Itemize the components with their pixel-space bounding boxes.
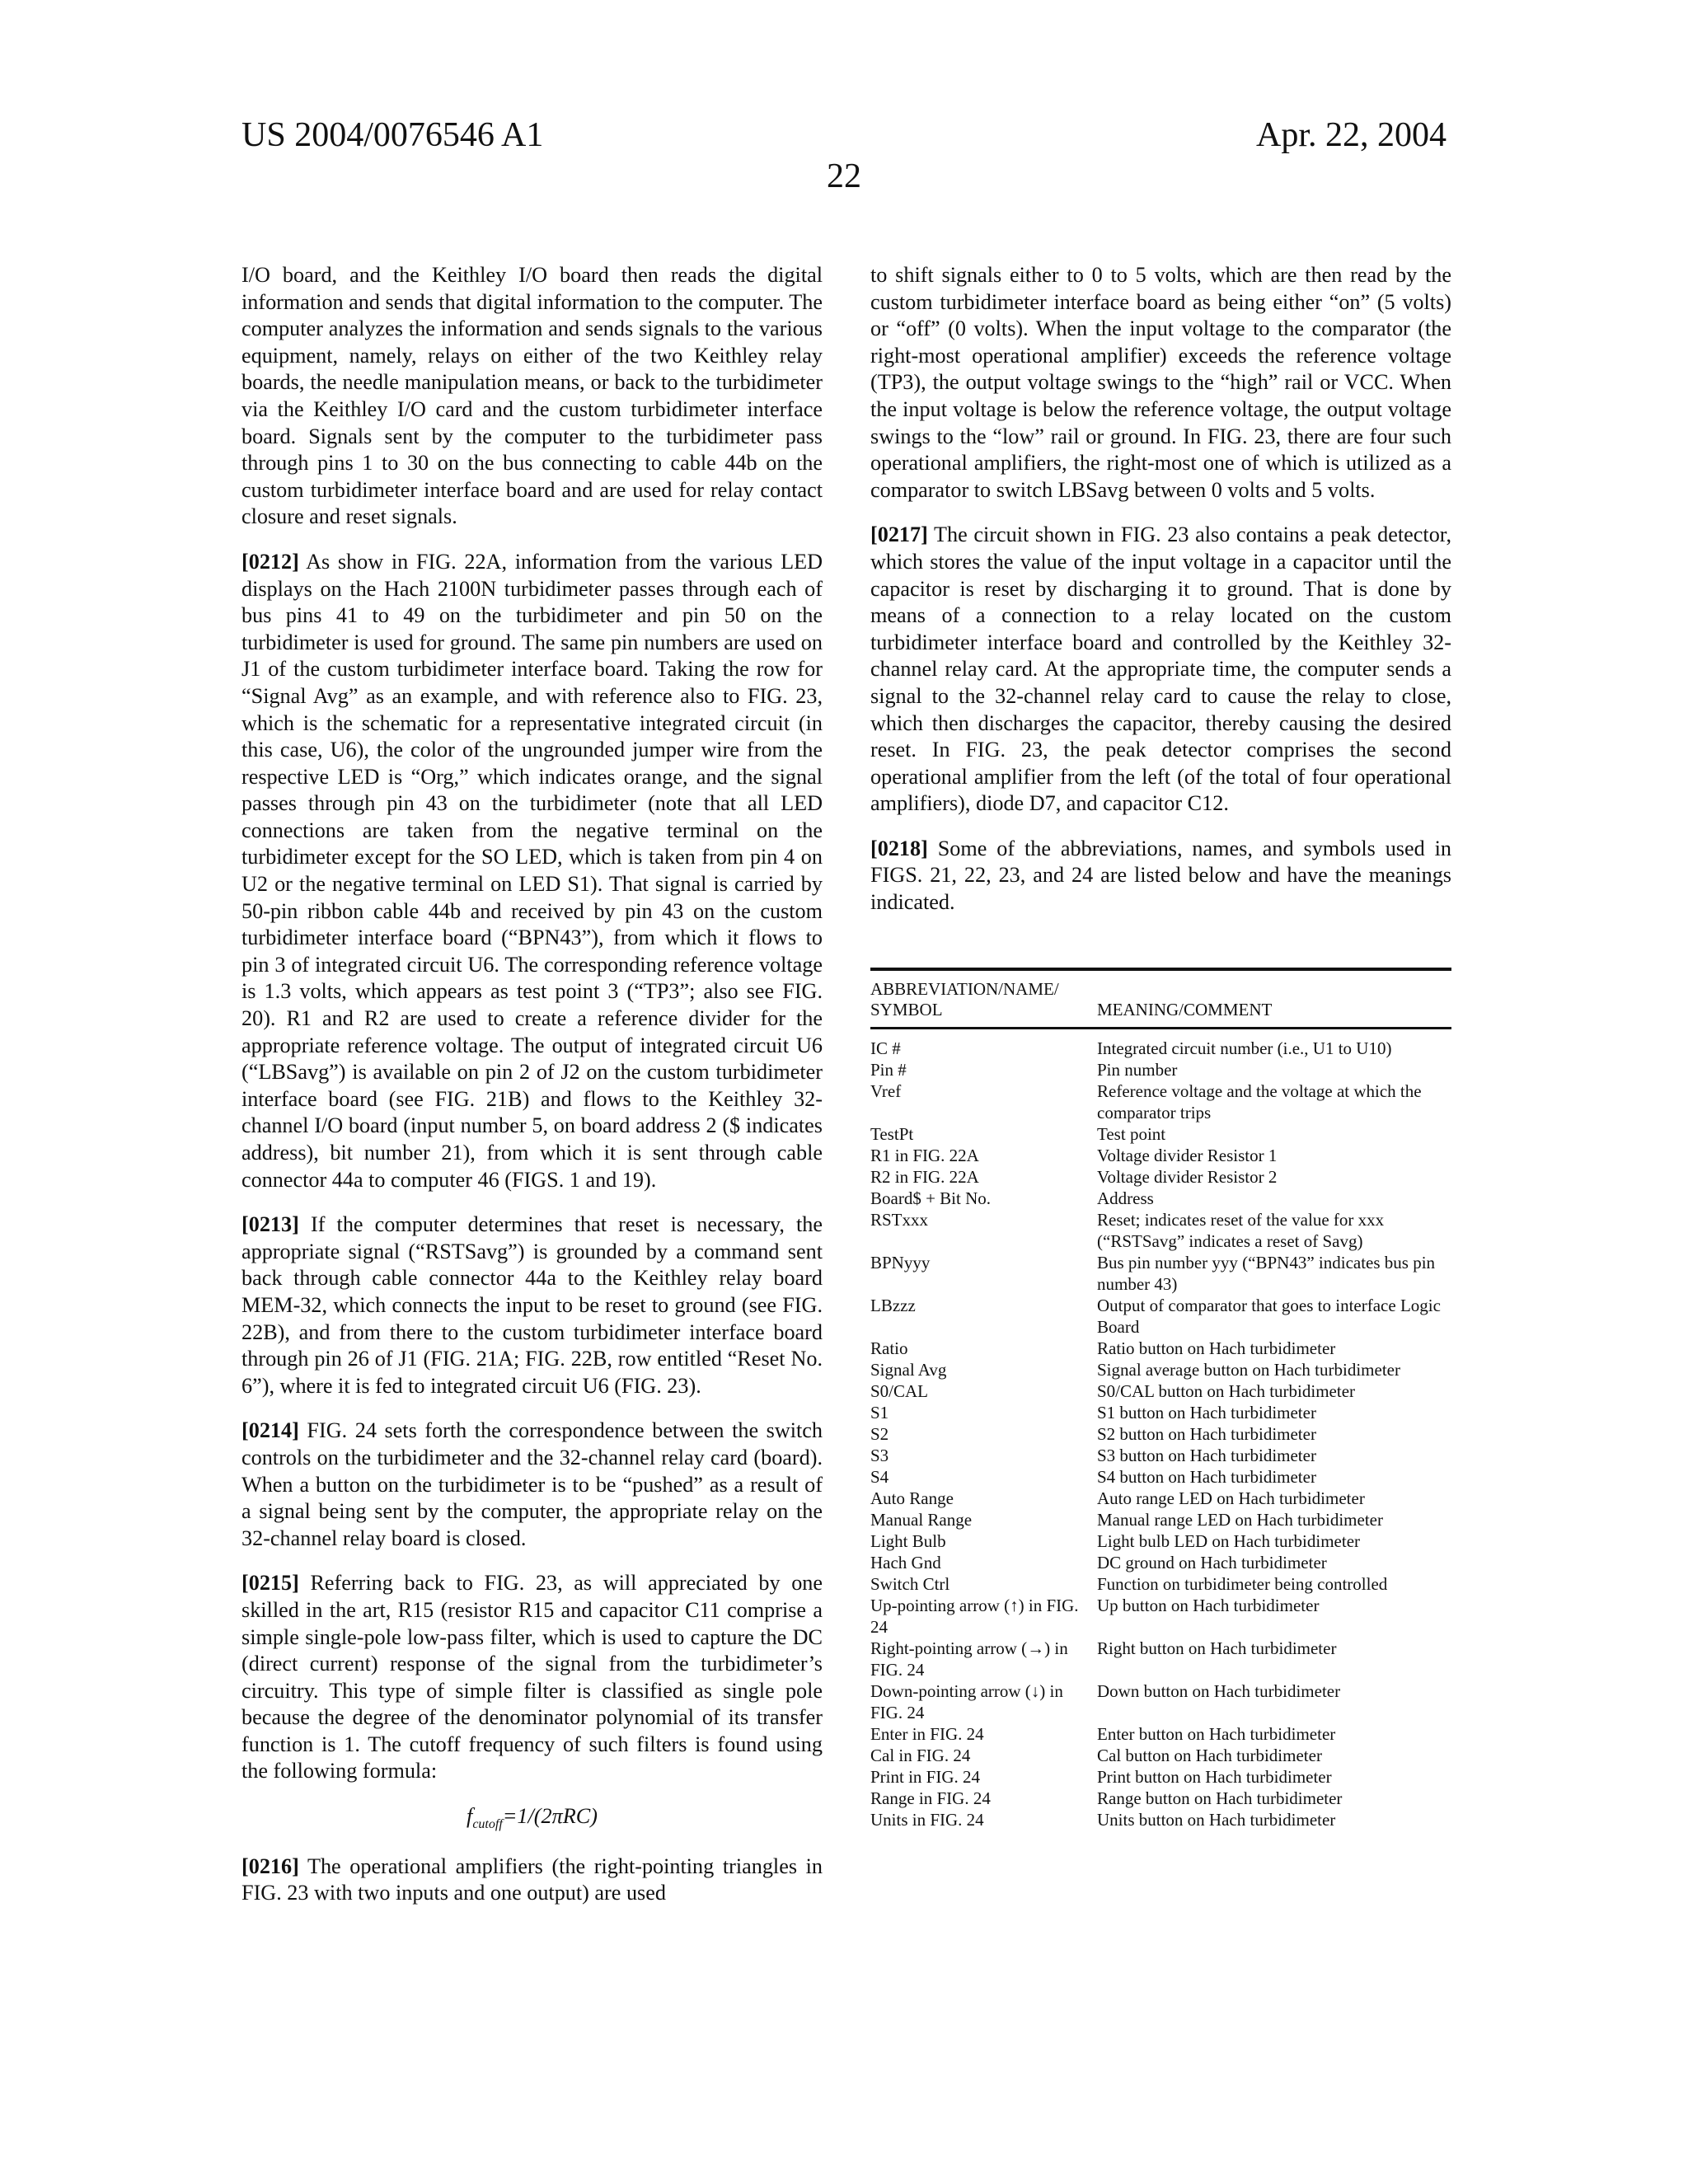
table-row xyxy=(870,1423,1451,1445)
meaning-cell: Output of comparator that goes to interface Logic Board xyxy=(1097,1295,1441,1337)
paragraph-0212 xyxy=(241,549,823,1193)
paragraph-continuation: to shift signals either to 0 to 5 volts, which are then read by the custom turbidimeter interface board as being either “on” (5 volts) or “off” (0 volts). When the input voltage to the comparator (the right-most operational amplifier) exceeds the reference voltage (TP3), the output voltage swings to the “high” rail or VCC. When the input voltage is below the reference voltage, the output voltage swings to the “low” rail or ground. In FIG. 23, there are four such operational amplifiers, the right-most one of which is utilized as a comparator to switch LBSavg between 0 volts and 5 volts. xyxy=(870,263,1451,502)
abbreviation-cell: Range in FIG. 24 xyxy=(870,1788,991,1808)
formula-f: f xyxy=(467,1804,473,1829)
abbreviation-cell: S4 xyxy=(870,1466,889,1487)
table-row xyxy=(870,1338,1451,1359)
table-row xyxy=(870,1252,1451,1295)
table-row xyxy=(870,1380,1451,1402)
publication-date: Apr. 22, 2004 xyxy=(1256,116,1447,154)
table-row xyxy=(870,1123,1451,1145)
abbreviation-cell: Switch Ctrl xyxy=(870,1573,950,1594)
abbreviation-cell: TestPt xyxy=(870,1123,914,1144)
meaning-cell: Range button on Hach turbidimeter xyxy=(1097,1788,1343,1808)
meaning-cell: Voltage divider Resistor 1 xyxy=(1097,1145,1278,1165)
paragraph-0214 xyxy=(241,1418,823,1552)
abbreviation-cell: S3 xyxy=(870,1445,889,1465)
table-row xyxy=(870,1145,1451,1166)
abbreviation-cell: Vref xyxy=(870,1080,902,1101)
paragraph-number: [0215] xyxy=(241,1571,299,1596)
meaning-cell: DC ground on Hach turbidimeter xyxy=(1097,1552,1327,1572)
paragraph-0213 xyxy=(241,1212,823,1399)
table-row xyxy=(870,1530,1451,1552)
meaning-cell: Address xyxy=(1097,1188,1154,1208)
meaning-cell: Reference voltage and the voltage at which the comparator trips xyxy=(1097,1080,1422,1122)
table-row xyxy=(870,1573,1451,1595)
abbreviation-cell: Cal in FIG. 24 xyxy=(870,1745,971,1765)
abbreviation-cell: R2 in FIG. 22A xyxy=(870,1166,979,1187)
meaning-cell: Up button on Hach turbidimeter xyxy=(1097,1595,1320,1615)
table-row xyxy=(870,1080,1451,1123)
paragraph-number: [0212] xyxy=(241,549,299,574)
abbreviation-cell: Light Bulb xyxy=(870,1530,946,1551)
abbreviation-cell: Hach Gnd xyxy=(870,1552,941,1572)
table-row xyxy=(870,1723,1451,1745)
formula-subscript: cutoff xyxy=(472,1817,503,1832)
paragraph-0218 xyxy=(870,836,1451,916)
table-row xyxy=(870,1809,1451,1830)
table-row xyxy=(870,1638,1451,1680)
meaning-cell: Enter button on Hach turbidimeter xyxy=(1097,1723,1336,1744)
table-body xyxy=(870,1038,1451,1830)
meaning-cell: Print button on Hach turbidimeter xyxy=(1097,1766,1332,1787)
meaning-cell: Bus pin number yyy (“BPN43” indicates bus pin number 43) xyxy=(1097,1252,1436,1294)
table-top-rule xyxy=(870,968,1451,971)
abbreviation-cell: S2 xyxy=(870,1423,889,1444)
abbreviation-table xyxy=(870,968,1451,1830)
table-row xyxy=(870,1038,1451,1059)
meaning-cell: Signal average button on Hach turbidimeter xyxy=(1097,1359,1400,1380)
cutoff-formula xyxy=(241,1803,823,1839)
meaning-cell: Down button on Hach turbidimeter xyxy=(1097,1680,1341,1701)
table-row xyxy=(870,1445,1451,1466)
abbreviation-cell: Enter in FIG. 24 xyxy=(870,1723,984,1744)
paragraph-0217 xyxy=(870,522,1451,818)
meaning-cell: S3 button on Hach turbidimeter xyxy=(1097,1445,1316,1465)
table-row xyxy=(870,1209,1451,1252)
table-row xyxy=(870,1595,1451,1638)
table-row xyxy=(870,1059,1451,1080)
abbreviation-cell: Ratio xyxy=(870,1338,908,1358)
paragraph-0215 xyxy=(241,1570,823,1785)
formula-rest: =1/(2πRC) xyxy=(502,1804,598,1829)
meaning-cell: Units button on Hach turbidimeter xyxy=(1097,1809,1336,1830)
table-row xyxy=(870,1552,1451,1573)
meaning-cell: Function on turbidimeter being controlled xyxy=(1097,1573,1388,1594)
abbreviation-cell: Pin # xyxy=(870,1059,907,1080)
abbreviation-cell: Manual Range xyxy=(870,1509,973,1530)
meaning-cell: S2 button on Hach turbidimeter xyxy=(1097,1423,1316,1444)
abbreviation-cell: Up-pointing arrow (↑) in FIG. 24 xyxy=(870,1595,1079,1637)
abbreviation-cell: IC # xyxy=(870,1038,901,1058)
abbreviation-cell: S1 xyxy=(870,1402,889,1422)
page-number: 22 xyxy=(827,157,861,195)
meaning-cell: Pin number xyxy=(1097,1059,1178,1080)
paragraph-number: [0214] xyxy=(241,1418,299,1443)
table-row xyxy=(870,1295,1451,1338)
table-row xyxy=(870,1788,1451,1809)
abbreviation-cell: RSTxxx xyxy=(870,1209,929,1230)
abbreviation-cell: Right-pointing arrow (→) in FIG. 24 xyxy=(870,1638,1068,1680)
table-row xyxy=(870,1466,1451,1488)
paragraph-number: [0216] xyxy=(241,1854,299,1878)
paragraph-text: FIG. 24 sets forth the correspondence between the switch controls on the turbidimeter and the 32-channel relay card (board). When a button on the turbidimeter is to be “pushed” as a result of a signal being sent by the computer, the appropriate relay on the 32-channel relay board is closed. xyxy=(241,1418,823,1550)
meaning-cell: Auto range LED on Hach turbidimeter xyxy=(1097,1488,1365,1508)
meaning-cell: Test point xyxy=(1097,1123,1166,1144)
abbreviation-cell: S0/CAL xyxy=(870,1380,929,1401)
abbreviation-cell: Signal Avg xyxy=(870,1359,947,1380)
abbreviation-cell: Down-pointing arrow (↓) in FIG. 24 xyxy=(870,1680,1063,1722)
meaning-cell: Reset; indicates reset of the value for xxx (“RSTSavg” indicates a reset of Savg) xyxy=(1097,1209,1385,1251)
paragraph-text: If the computer determines that reset is necessary, the appropriate signal (“RSTSavg”) is grounded by a command sent back through cable connector 44a to the Keithley relay board MEM-32, which connects the input to be reset to ground (see FIG. 22B), and from there to the custom turbidimeter interface board through pin 26 of J1 (FIG. 21A; FIG. 22B, row entitled “Reset No. 6”), where it is fed to integrated circuit U6 (FIG. 23). xyxy=(241,1212,823,1398)
table-row xyxy=(870,1509,1451,1530)
meaning-cell: S4 button on Hach turbidimeter xyxy=(1097,1466,1316,1487)
table-header xyxy=(870,979,1451,1029)
right-column xyxy=(870,262,1451,1830)
paragraph-text: Some of the abbreviations, names, and symbols used in FIGS. 21, 22, 23, and 24 are listed below and have the meanings indicated. xyxy=(870,836,1451,915)
abbreviation-cell: LBzzz xyxy=(870,1295,916,1315)
paragraph-continuation: I/O board, and the Keithley I/O board then reads the digital information and sends that digital information to the computer. The computer analyzes the information and sends signals to the various equipment, namely, relays on either of the two Keithley relay boards, the needle manipulation means, or back to the turbidimeter via the Keithley I/O card and the custom turbidimeter interface board. Signals sent by the computer to the turbidimeter pass through pins 1 to 30 on the bus connecting to cable 44b on the custom turbidimeter interface board and are used for relay contact closure and reset signals. xyxy=(241,263,823,529)
publication-number: US 2004/0076546 A1 xyxy=(241,116,544,154)
meaning-cell: Voltage divider Resistor 2 xyxy=(1097,1166,1278,1187)
paragraph-text: The circuit shown in FIG. 23 also contains a peak detector, which stores the value of the input voltage in a capacitor until the capacitor is reset by discharging it to ground. That is done by means of a connection to a relay located on the custom turbidimeter interface board and controlled by the Keithley 32-channel relay card. At the appropriate time, the computer sends a signal to the 32-channel relay card to cause the relay to close, which then discharges the capacitor, thereby causing the desired reset. In FIG. 23, the peak detector comprises the second operational amplifier from the left (of the total of four operational amplifiers), diode D7, and capacitor C12. xyxy=(870,523,1452,816)
table-row xyxy=(870,1359,1451,1380)
table-row xyxy=(870,1680,1451,1723)
table-row xyxy=(870,1402,1451,1423)
abbreviation-cell: BPNyyy xyxy=(870,1252,931,1272)
abbreviation-cell: Auto Range xyxy=(870,1488,954,1508)
abbreviation-cell: Units in FIG. 24 xyxy=(870,1809,984,1830)
header-abbreviation: ABBREVIATION/NAME/ SYMBOL xyxy=(870,978,1059,1019)
meaning-cell: Cal button on Hach turbidimeter xyxy=(1097,1745,1322,1765)
abbreviation-cell: Print in FIG. 24 xyxy=(870,1766,981,1787)
paragraph-number: [0218] xyxy=(870,836,928,860)
table-row xyxy=(870,1745,1451,1766)
meaning-cell: Right button on Hach turbidimeter xyxy=(1097,1638,1337,1658)
paragraph-number: [0217] xyxy=(870,523,928,547)
paragraph-text: As show in FIG. 22A, information from the various LED displays on the Hach 2100N turbidimeter passes through each of bus pins 41 to 49 on the turbidimeter and pin 50 on the turbidimeter is used for ground. The same pin numbers are used on J1 of the custom turbidimeter interface board. Taking the row for “Signal Avg” as an example, and with reference also to FIG. 23, which is the schematic for a representative integrated circuit (in this case, U6), the color of the ungrounded jumper wire from the respective LED is “Org,” which indicates orange, and the signal passes through pin 43 on the turbidimeter (note that all LED connections are taken from the negative terminal on the turbidimeter except for the SO LED, which is taken from pin 4 on U2 or the negative terminal on LED S1). That signal is carried by 50-pin ribbon cable 44b and received by pin 43 on the custom turbidimeter interface board (“BPN43”), from which it flows to pin 3 of integrated circuit U6. The corresponding reference voltage is 1.3 volts, which appears as test point 3 (“TP3”; also see FIG. 20). R1 and R2 are used to create a reference divider for the appropriate reference voltage. The output of integrated circuit U6 (“LBSavg”) is available on pin 2 of J2 on the custom turbidimeter interface board (see FIG. 21B) and flows to the Keithley 32-channel I/O board (input number 5, on board address 2 ($ indicates address), bit number 21), from which it is sent through cable connector 44a to computer 46 (FIGS. 1 and 19). xyxy=(241,549,823,1192)
meaning-cell: Integrated circuit number (i.e., U1 to U10) xyxy=(1097,1038,1392,1058)
table-row xyxy=(870,1766,1451,1788)
meaning-cell: Ratio button on Hach turbidimeter xyxy=(1097,1338,1336,1358)
paragraph-number: [0213] xyxy=(241,1212,299,1237)
abbreviation-cell: R1 in FIG. 22A xyxy=(870,1145,979,1165)
meaning-cell: S1 button on Hach turbidimeter xyxy=(1097,1402,1316,1422)
table-row xyxy=(870,1166,1451,1188)
meaning-cell: Light bulb LED on Hach turbidimeter xyxy=(1097,1530,1361,1551)
header-meaning: MEANING/COMMENT xyxy=(1097,999,1273,1019)
abbreviation-cell: Board$ + Bit No. xyxy=(870,1188,992,1208)
table-row xyxy=(870,1488,1451,1509)
table-row xyxy=(870,1188,1451,1209)
paragraph-0216 xyxy=(241,1854,823,1907)
left-column xyxy=(241,262,823,1925)
paragraph-text: The operational amplifiers (the right-pointing triangles in FIG. 23 with two inputs and one output) are used xyxy=(241,1854,823,1905)
meaning-cell: Manual range LED on Hach turbidimeter xyxy=(1097,1509,1383,1530)
meaning-cell: S0/CAL button on Hach turbidimeter xyxy=(1097,1380,1356,1401)
paragraph-text: Referring back to FIG. 23, as will appreciated by one skilled in the art, R15 (resistor R15 and capacitor C11 comprise a simple single-pole low-pass filter, which is used to capture the DC (direct current) response of the signal from the turbidimeter’s circuitry. This type of simple filter is classified as single pole because the degree of the denominator polynomial of its transfer function is 1. The cutoff frequency of such filters is found using the following formula: xyxy=(241,1571,823,1783)
